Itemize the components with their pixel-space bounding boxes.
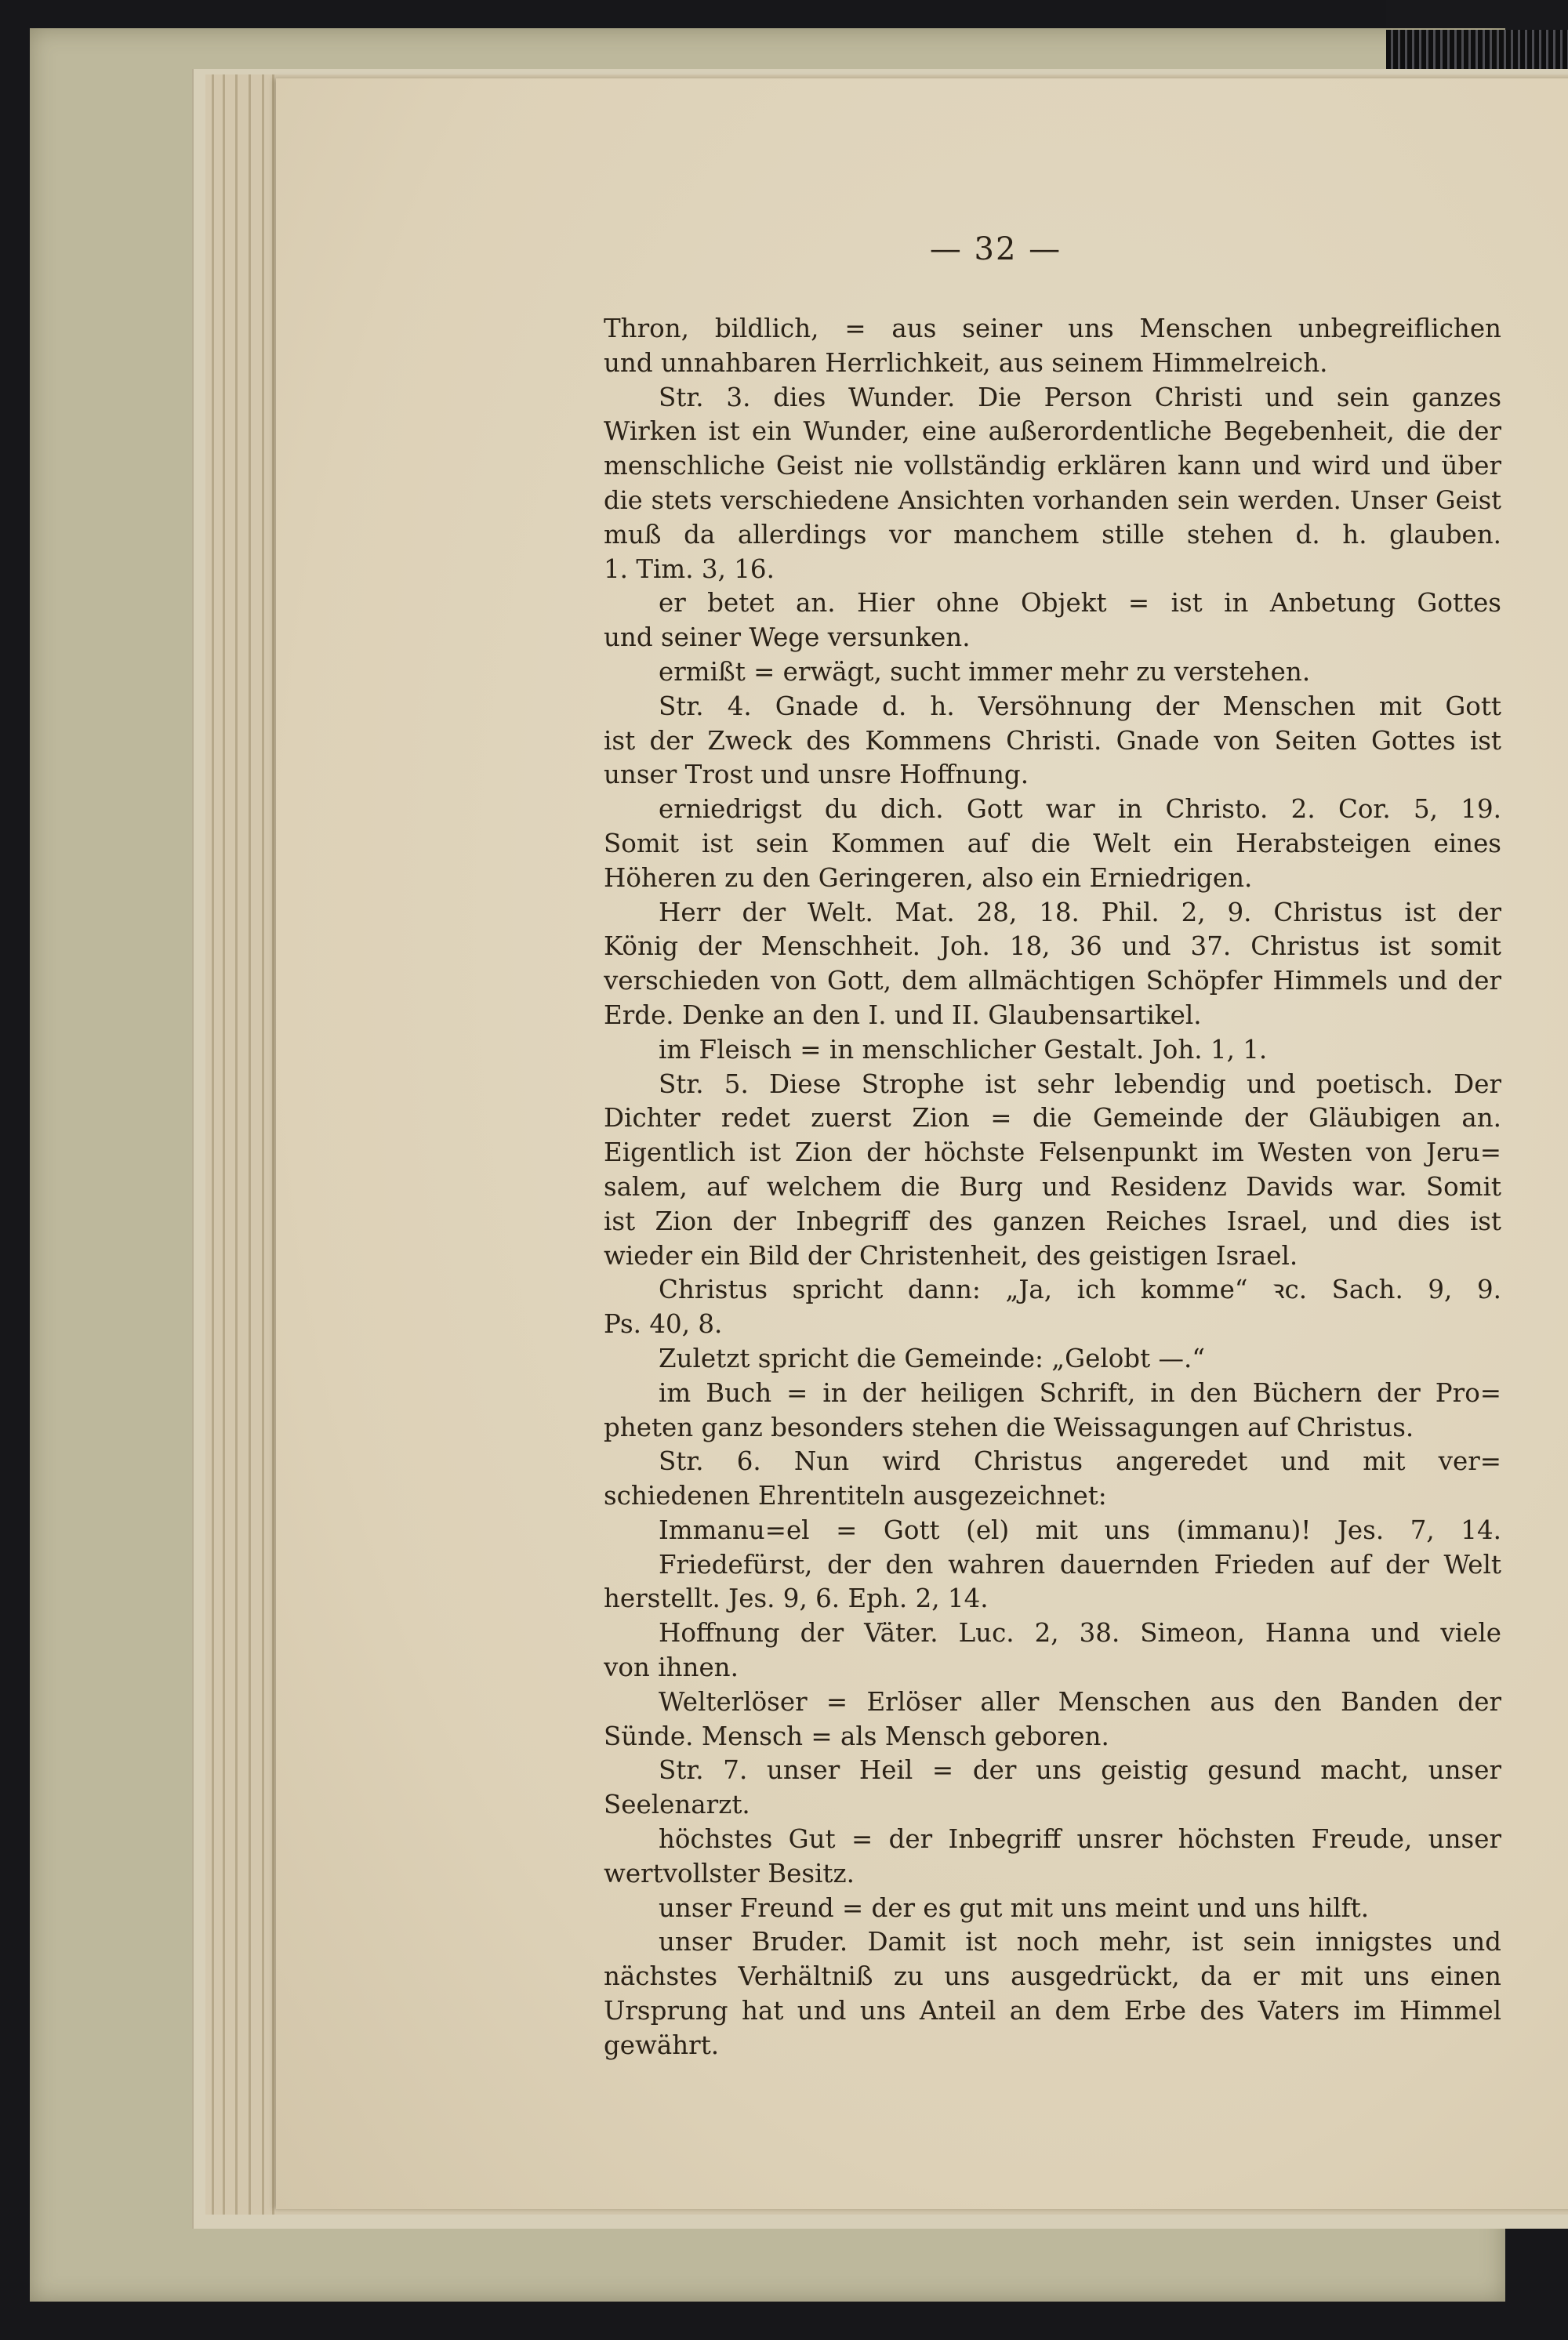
text-line: Str. 5. Diese Strophe ist sehr lebendig und poetisch. Der (659, 1068, 1501, 1099)
text-line: herstellt. Jes. 9, 6. Eph. 2, 14. (604, 1584, 989, 1614)
text-line: Eigentlich ist Zion der höchste Felsenpunkt im Westen von Jeru= (604, 1137, 1501, 1168)
text-line: wieder ein Bild der Christenheit, des geistigen Israel. (604, 1240, 1298, 1271)
text-line: verschieden von Gott, dem allmächtigen Schöpfer Himmels und der (604, 966, 1501, 996)
text-line: muß da allerdings vor manchem stille stehen d. h. glauben. (604, 519, 1501, 550)
text-line: unser Freund = der es gut mit uns meint und uns hilft. (659, 1892, 1370, 1923)
text-line: Seelenarzt. (604, 1790, 750, 1820)
text-line: Christus spricht dann: „Ja, ich komme“ ꝛc. Sach. 9, 9. (659, 1275, 1501, 1305)
text-line: unser Trost und unsre Hoffnung. (604, 760, 1029, 790)
text-line: schiedenen Ehrentiteln ausgezeichnet: (604, 1481, 1107, 1511)
text-line: Str. 3. dies Wunder. Die Person Christi und sein ganzes (659, 382, 1501, 412)
text-line: Zuletzt spricht die Gemeinde: „Gelobt —.“ (659, 1343, 1205, 1373)
text-line: nächstes Verhältniß zu uns ausgedrückt, da er mit uns einen (604, 1961, 1501, 1992)
text-line: 1. Tim. 3, 16. (604, 553, 775, 584)
text-line: erniedrigst du dich. Gott war in Christo. 2. Cor. 5, 19. (659, 794, 1501, 825)
text-line: menschliche Geist nie vollständig erklären kann und wird und über (604, 451, 1501, 481)
text-line: Hoffnung der Väter. Luc. 2, 38. Simeon, Hanna und viele (659, 1618, 1501, 1649)
text-line: die stets verschiedene Ansichten vorhanden sein werden. Unser Geist (604, 484, 1501, 515)
text-line: Sünde. Mensch = als Mensch geboren. (604, 1721, 1109, 1751)
background-dark-top (1386, 0, 1568, 31)
text-line: von ihnen. (604, 1653, 739, 1683)
text-line: Höheren zu den Geringeren, also ein Erniedrigen. (604, 862, 1253, 893)
text-line: Erde. Denke an den I. und II. Glaubensartikel. (604, 999, 1202, 1030)
text-line: Thron, bildlich, = aus seiner uns Menschen unbegreiflichen (604, 314, 1501, 343)
text-line: Herr der Welt. Mat. 28, 18. Phil. 2, 9. Christus ist der (659, 897, 1501, 927)
page-text (604, 312, 1501, 2063)
text-line: höchstes Gut = der Inbegriff unsrer höchsten Freude, unser (659, 1824, 1501, 1855)
text-line: Welterlöser = Erlöser aller Menschen aus den Banden der (659, 1686, 1501, 1717)
text-line: wertvollster Besitz. (604, 1858, 855, 1888)
text-line: und unnahbaren Herrlichkeit, aus seinem Himmelreich. (604, 347, 1328, 378)
text-line: König der Menschheit. Joh. 18, 36 und 37. Christus ist somit (604, 931, 1501, 962)
text-line: unser Bruder. Damit ist noch mehr, ist sein innigstes und (659, 1927, 1501, 1957)
text-line: er betet an. Hier ohne Objekt = ist in Anbetung Gottes (659, 588, 1501, 619)
text-line: Ps. 40, 8. (604, 1309, 723, 1340)
text-line: Ursprung hat und uns Anteil an dem Erbe des Vaters im Himmel (604, 1996, 1501, 2026)
text-line: ist der Zweck des Kommens Christi. Gnade von Seiten Gottes ist (604, 725, 1501, 756)
text-line: im Fleisch = in menschlicher Gestalt. Joh. 1, 1. (659, 1034, 1268, 1065)
text-line: salem, auf welchem die Burg und Residenz Davids war. Somit (604, 1171, 1501, 1202)
text-line: gewährt. (604, 2030, 720, 2060)
text-line: im Buch = in der heiligen Schrift, in den Büchern der Pro= (659, 1377, 1501, 1408)
text-line: Immanu=el = Gott (el) mit uns (immanu)! Jes. 7, 14. (659, 1515, 1501, 1545)
text-line: Friedefürst, der den wahren dauernden Frieden auf der Welt (659, 1549, 1501, 1580)
text-line: ermißt = erwägt, sucht immer mehr zu verstehen. (659, 656, 1311, 687)
text-line: Str. 7. unser Heil = der uns geistig gesund macht, unser (659, 1755, 1501, 1786)
text-line: Str. 6. Nun wird Christus angeredet und mit ver= (659, 1446, 1501, 1477)
text-line: Somit ist sein Kommen auf die Welt ein Herabsteigen eines (604, 828, 1501, 858)
text-line: und seiner Wege versunken. (604, 622, 971, 653)
text-line: Wirken ist ein Wunder, eine außerordentliche Begebenheit, die der (604, 416, 1501, 447)
text-line: pheten ganz besonders stehen die Weissagungen auf Christus. (604, 1412, 1414, 1442)
page-number: — 32 — (929, 231, 1062, 267)
text-line: Str. 4. Gnade d. h. Versöhnung der Menschen mit Gott (659, 691, 1501, 721)
text-line: ist Zion der Inbegriff des ganzen Reiches Israel, und dies ist (604, 1206, 1501, 1236)
text-line: Dichter redet zuerst Zion = die Gemeinde der Gläubigen an. (604, 1103, 1501, 1134)
